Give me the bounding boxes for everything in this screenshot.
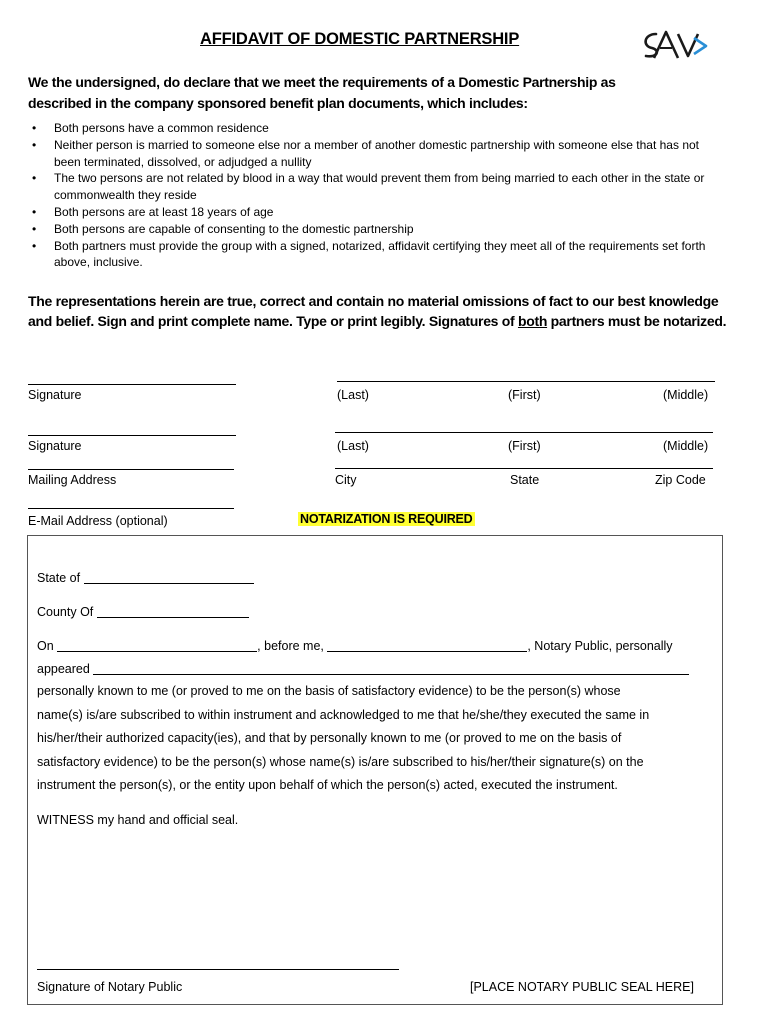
notary-body-line: personally known to me (or proved to me on the basis of satisfactory evidence) to be the person(s) whose [37,684,621,698]
requirement-item: • Both partners must provide the group with a signed, notarized, affidavit certifying they meet all of the requirements set forth above, inclusive. [28,238,728,272]
notary-body [37,680,707,798]
intro-line-2: described in the company sponsored benefit plan documents, which includes: [28,95,528,111]
notary-signature-label: Signature of Notary Public [37,980,183,994]
notary-body-line: satisfactory evidence) to be the person(s) whose name(s) is/are subscribed to his/her/their signature(s) on the [37,754,644,769]
county-of-row [37,605,249,619]
signature-2-label: Signature [28,439,82,453]
notary-seal-placeholder: [PLACE NOTARY PUBLIC SEAL HERE] [470,980,694,994]
county-of-label: County Of [37,605,94,619]
county-of-field[interactable] [97,605,249,618]
avs-logo [640,28,710,62]
zip-code-label: Zip Code [655,473,706,487]
requirements-list [28,120,728,271]
intro-line-1: We the undersigned, do declare that we meet the requirements of a Domestic Partnership as [28,74,616,90]
requirement-item: • Both persons are capable of consenting to the domestic partnership [28,221,728,238]
state-of-label: State of [37,571,81,585]
state-label: State [510,473,540,487]
on-label: On [37,639,54,653]
signature-2-line[interactable] [28,435,236,436]
representations-text: The representations herein are true, correct and contain no material omissions of fact to our best knowledge and belief. Sign and print complete name. Type or print legibly. Signatures of [28,293,719,329]
state-of-row [37,571,254,585]
appeared-label: appeared [37,662,90,676]
document-title: AFFIDAVIT OF DOMESTIC PARTNERSHIP [200,30,520,48]
state-of-field[interactable] [84,571,254,584]
mailing-address-label: Mailing Address [28,473,117,487]
first-name-1-label: (First) [508,388,541,402]
last-name-1-label: (Last) [337,388,369,402]
name-2-line[interactable] [335,432,713,433]
on-date-row [37,639,673,653]
notary-public-label: , Notary Public, personally [527,639,673,653]
first-name-2-label: (First) [508,439,541,453]
notary-signature-line[interactable] [37,969,399,970]
middle-name-2-label: (Middle) [663,439,709,453]
notary-body-line: name(s) is/are subscribed to within instrument and acknowledged to me that he/she/they executed the same in [37,707,650,722]
representations-text-end: partners must be notarized. [547,313,727,329]
notary-body-line: his/her/their authorized capacity(ies), and that by personally known to me (or proved to me on the basis of [37,731,622,745]
email-line[interactable] [28,508,234,509]
date-field[interactable] [57,639,257,652]
middle-name-1-label: (Middle) [663,388,709,402]
notary-body-line: instrument the person(s), or the entity upon behalf of which the person(s) acted, executed the instrument. [37,778,618,792]
last-name-2-label: (Last) [337,439,369,453]
signature-1-label: Signature [28,388,82,402]
requirement-item: • Neither person is married to someone else nor a member of another domestic partnership with someone else that has not been terminated, dissolved, or adjudged a nullity [28,137,728,171]
signature-1-line[interactable] [28,384,236,385]
name-1-line[interactable] [337,381,715,382]
email-label: E-Mail Address (optional) [28,514,168,528]
city-label: City [335,473,357,487]
requirement-item: • Both persons have a common residence [28,120,728,137]
notarization-notice: NOTARIZATION IS REQUIRED [300,512,473,526]
before-me-label: , before me, [257,639,324,653]
witness-statement: WITNESS my hand and official seal. [37,813,239,827]
both-emphasis: both [517,313,548,329]
representations-statement [28,291,728,331]
requirement-item: • Both persons are at least 18 years of age [28,204,728,221]
appeared-row [37,662,689,676]
notary-name-field[interactable] [327,639,527,652]
appeared-field[interactable] [93,662,689,675]
city-state-zip-line[interactable] [335,468,713,469]
requirement-item: • The two persons are not related by blood in a way that would prevent them from being married to each other in the state or commonwealth they reside [28,170,728,204]
mailing-address-line[interactable] [28,469,234,470]
